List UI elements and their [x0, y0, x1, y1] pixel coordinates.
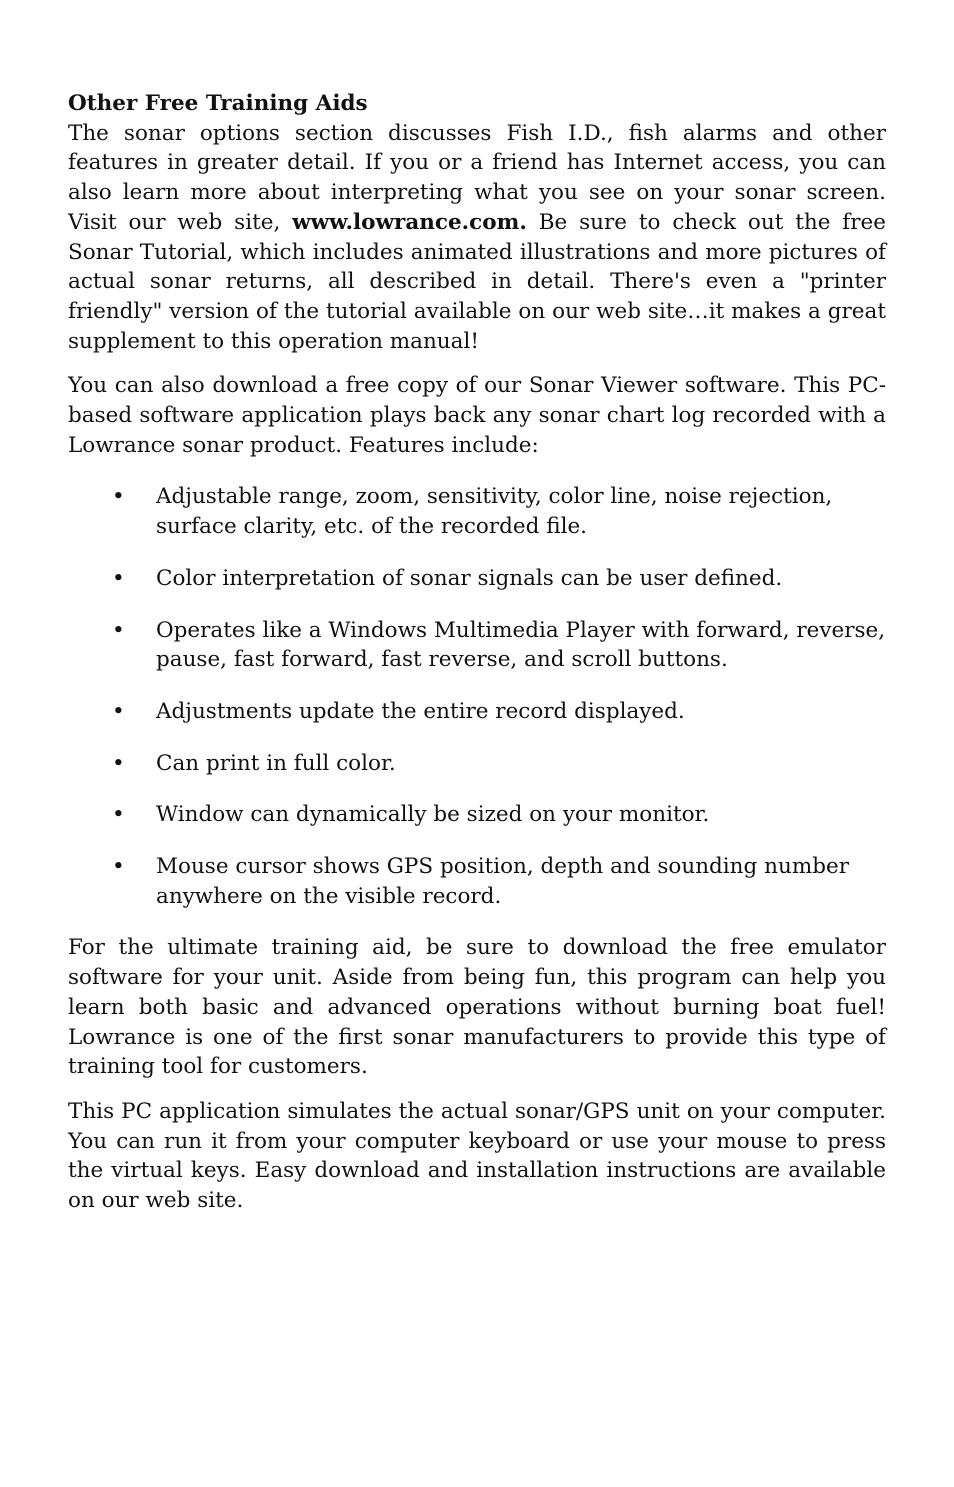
bullet-icon: • [112, 802, 125, 828]
section-heading: Other Free Training Aids [68, 91, 368, 116]
intro-paragraph [68, 119, 886, 357]
emulator-paragraph: For the ultimate training aid, be sure to download the free emulator software for your unit. Aside from being fun, this program can help you learn both basic and advanced operations without burning boat fuel! Lowrance is one of the first sonar manufacturers to provide this type of training tool for customers. [68, 935, 886, 1080]
bullet-icon: • [112, 484, 125, 510]
list-item [68, 852, 886, 911]
feature-text: Adjustments update the entire record displayed. [156, 698, 685, 724]
sonar-viewer-paragraph: You can also download a free copy of our Sonar Viewer software. This PC-based software application plays back any sonar chart log recorded with a Lowrance sonar product. Features include: [68, 373, 886, 458]
feature-text: Adjustable range, zoom, sensitivity, color line, noise rejection, surface clarity, etc. of the recorded file. [156, 484, 833, 540]
feature-text: Mouse cursor shows GPS position, depth and sounding number anywhere on the visible record. [156, 854, 849, 909]
list-item [68, 800, 886, 830]
bullet-icon: • [112, 854, 125, 880]
list-item [68, 749, 886, 779]
list-item [68, 564, 886, 594]
feature-text: Operates like a Windows Multimedia Player with forward, reverse, pause, fast forward, fast reverse, and scroll buttons. [156, 617, 886, 673]
feature-list [68, 482, 886, 911]
bullet-icon: • [112, 617, 125, 643]
intro-text-after-url: Be sure to check out the free Sonar Tutorial, which includes animated illustrations and more pictures of actual sonar returns, all described in detail. There's even a "printer friendly" version of the tutorial available on our web site…it makes a great supplement to this operation manual! [68, 209, 886, 354]
bullet-icon: • [112, 698, 125, 724]
bullet-icon: • [112, 565, 125, 591]
list-item [68, 482, 886, 541]
bullet-icon: • [112, 750, 125, 776]
simulator-paragraph: This PC application simulates the actual sonar/GPS unit on your computer. You can run it from your computer keyboard or use your mouse to press the virtual keys. Easy download and installation instructions are available on our web site. [68, 1098, 886, 1214]
feature-text: Window can dynamically be sized on your monitor. [156, 802, 710, 828]
manual-page [68, 89, 886, 1216]
feature-text: Can print in full color. [156, 750, 396, 776]
list-item [68, 697, 886, 727]
feature-text: Color interpretation of sonar signals can be user defined. [156, 565, 783, 591]
list-item [68, 616, 886, 675]
website-url: www.lowrance.com. [292, 209, 527, 235]
intro-text-before-url: The sonar options section discusses Fish I.D., fish alarms and other features in greater detail. If you or a friend has Internet access, you can also learn more about interpreting what you see on your sonar screen. Visit our web site, [68, 120, 886, 235]
